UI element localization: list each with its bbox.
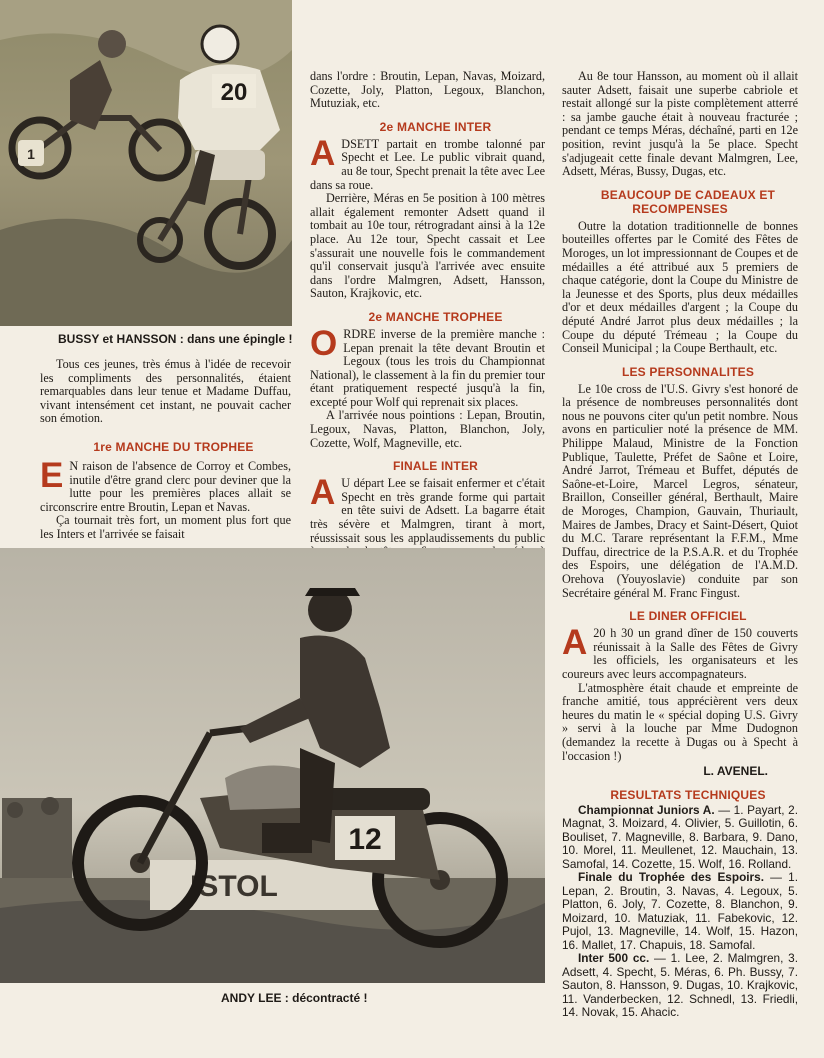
bottom-photo <box>0 548 545 983</box>
top-photo <box>0 0 292 326</box>
results-list: — 1. Lee, 2. Malmgren, 3. Adsett, 4. Specht, 5. Méras, 6. Ph. Bussy, 7. Sauton, 8. Hansson, 9. Dugas, 10. Krajkovic, 11. Vanderbecken, 12. Schnedl, 13. Friedli, 14. Novak, 15. Ahacic. <box>562 951 798 1020</box>
paragraph: Le 10e cross de l'U.S. Givry s'est honoré de la présence de nombreuses personnalités dont nous ne pouvons citer qu'un petit nombre. Nous avons en particulier noté la présence de MM. Philippe Malaud, Ministre de la Fonction Publique, Taulette, Préfet de Saône et Loire, André Jarrot, Trémeau et Buffet, députés de Saône-et-Loire, Marcel Legros, sénateur, Braillon, Conseiller général, Berthault, Maire de Moroges, Champion, Gauvain, Thuriault, Maires de Jambes, Dracy et Saint-Désert, Quiot du M.C. Tarare représentant la F.F.M., Mme Duffau, directrice de la P.S.A.R. et du Trophée des Espoirs, une délégation de l'A.M.D. Orehova (Youyoslavie) conduite par son Secrétaire général M. Franc Fingust. <box>562 381 798 600</box>
section-heading-diner: LE DINER OFFICIEL <box>629 609 747 624</box>
section-heading-manche-trophee-1: 1re MANCHE DU TROPHEE <box>93 439 254 454</box>
drop-cap: O <box>310 323 338 363</box>
results-title: Finale du Trophée des Espoirs. <box>578 870 764 885</box>
column-2 <box>310 70 545 572</box>
results-list: — 1. Lepan, 2. Broutin, 3. Navas, 4. Legoux, 5. Platton, 6. Joly, 7. Cozette, 8. Blanchon, 9. Moizard, 10. Matuziak, 11. Fabekovic, 12. Pujol, 13. Magneville, 14. Wolf, 15. Hazon, 16. Mallet, 17. Chapuis, 18. Samofal. <box>562 870 798 952</box>
results-inter <box>562 952 798 1020</box>
intro-paragraph: Tous ces jeunes, très émus à l'idée de recevoir les compliments des personnalités, étaient remarquables dans leur tenue et Madame Duffau, vivant intensément cet instant, ne pouvait cacher son émotion. <box>40 357 291 426</box>
results-trophee <box>562 871 798 952</box>
author-signature: L. AVENEL. <box>703 764 768 779</box>
andy-lee-motocross-image <box>0 548 545 983</box>
section-heading-finale-inter: FINALE INTER <box>392 459 479 474</box>
paragraph: L'atmosphère était chaude et empreinte de franche amitié, tous apprécièrent vers deux heures du matin le « spécial doping U.S. Givry » servi à la louche par Mme Dudognon (demandez la recette à Dugas ou à Specht à l'occasion !) <box>562 680 798 763</box>
badge-number: 1 <box>27 146 35 162</box>
results-juniors <box>562 804 798 872</box>
paragraph: Outre la dotation traditionnelle de bonnes bouteilles offertes par le Comité des Fêtes de Moroges, un lot impressionnant de Coupes et de médailles a été attribué aux 5 premiers de chaque catégorie, dont la Coupe du Ministre de la Jeunesse et des Sports, plus deux médailles d'or et deux médailles d'argent ; la Coupe du député André Jarrot plus deux médailles ; la Coupe du député Trémeau ; la Coupe du Conseil Municipal ; la Coupe Berthault, etc. <box>562 218 798 356</box>
paragraph: Au 8e tour Hansson, au moment où il allait sauter Adsett, faisait une superbe cabriole et restait allongé sur la piste complètement atterré : sa jambe gauche était à nouveau fracturée ; pendant ce temps Méras, déchaîné, parti en 12e position, revint jusqu'à la 5e place. Specht s'adjugeait cette finale devant Malmgren, Lee, Adsett, Méras, Bussy, Dugas, etc. <box>562 69 798 179</box>
motocross-riders-image <box>0 0 292 326</box>
results-title: Inter 500 cc. <box>578 951 650 966</box>
section-heading-manche-inter-2: 2e MANCHE INTER <box>379 119 492 134</box>
drop-cap: A <box>310 133 336 173</box>
results-title: Championnat Juniors A. <box>578 802 715 817</box>
paragraph: U départ Lee se faisait enfermer et c'était Specht en très grande forme qui partait en tête suivi de Adsett. La bagarre était très sévère et Malmgren, tirant à mort, réussissait sous les applaudissements du public <box>310 476 545 545</box>
results-list: — 1. Payart, 2. Magnat, 3. Moizard, 4. Olivier, 5. Guillotin, 6. Bouliset, 7. Magneville, 8. Barbara, 9. Dano, 10. Morel, 11. Meullenet, 12. Mauchain, 13. Samofal, 14. Cozette, 15. Wolf, 16. Rolland. <box>562 802 798 871</box>
paragraph: N raison de l'absence de Corroy et Combes, inutile d'être grand clerc pour deviner que la lutte pour les premières places allait se circonscrire entre Broutin, Lepan et Navas. <box>40 458 291 514</box>
section-heading-cadeaux: BEAUCOUP DE CADEAUX ET RECOMPENSES <box>600 187 776 216</box>
paragraph: A l'arrivée nous pointions : Lepan, Broutin, Legoux, Navas, Platton, Blanchon, Joly, Cozette, Wolf, Magneville, etc. <box>310 408 545 450</box>
paragraph: DSETT partait en trombe talonné par Specht et Lee. Le public vibrait quand, au 8e tour, Specht prenait la tête avec Lee dans sa roue. <box>310 136 545 192</box>
paragraph: RDRE inverse de la première manche : Lepan prenait la tête devant Broutin et Legoux (tous les trois du Championnat National), le classement à la fin du premier tour étant pratiquement respecté jusqu'à la fin, excepté pour Wolf qui reprenait six places. <box>310 326 545 409</box>
drop-cap: A <box>562 623 588 663</box>
drop-cap: A <box>310 473 336 513</box>
rider-number-20: 20 <box>220 79 248 106</box>
top-photo-caption: BUSSY et HANSSON : dans une épingle ! <box>58 332 293 346</box>
section-heading-manche-trophee-2: 2e MANCHE TROPHEE <box>368 309 503 324</box>
paragraph: dans l'ordre : Broutin, Lepan, Navas, Moizard, Cozette, Joly, Platton, Legoux, Blanchon, Mutuziak, etc. <box>310 69 545 111</box>
paragraph: Derrière, Méras en 5e position à 100 mètres allait également remonter Adsett quand il tombait au 10e tour, rétrogradant ainsi à la 12e place. Au 12e tour, Specht cassait et Lee s'assurait une nouvelle fois le commandement qu'il conservait jusqu'à l'arrivée avec ensuite dans l'ordre Malmgren, Adsett, Hansson, Sauton, Krajkovic, etc. <box>310 191 545 301</box>
bottom-photo-caption: ANDY LEE : décontracté ! <box>221 991 368 1005</box>
paragraph: Ça tournait très fort, un moment plus fort que les Inters et l'arrivée se faisait <box>40 513 291 541</box>
drop-cap: E <box>40 455 64 495</box>
column-1 <box>40 358 291 542</box>
paragraph: 20 h 30 un grand dîner de 150 couverts réunissait à la Salle des Fêtes de Givry les officiels, les organisateurs et les coureurs avec leurs accompagnateurs. <box>562 626 798 681</box>
section-heading-personnalites: LES PERSONNALITES <box>621 364 755 379</box>
banner-text: ISTOL <box>190 870 278 903</box>
section-heading-resultats: RESULTATS TECHNIQUES <box>610 787 766 802</box>
column-3 <box>562 70 798 1020</box>
rider-number-12: 12 <box>348 823 382 856</box>
